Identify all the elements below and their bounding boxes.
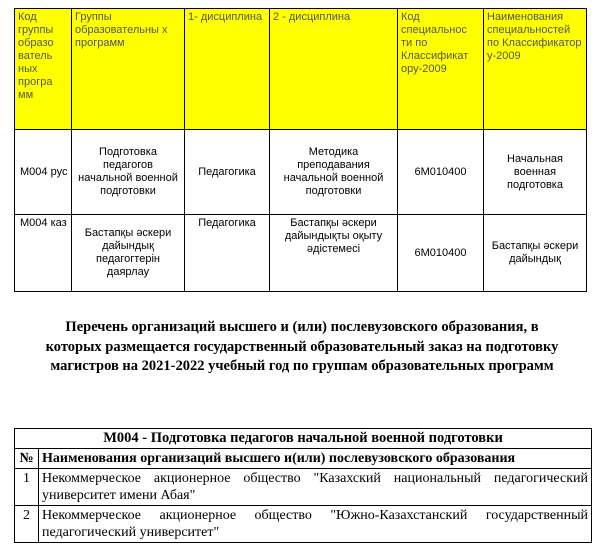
program-group-cell: Подготовка педагогов начальной военной подготовки [72, 130, 185, 215]
organizations-table-title: М004 - Подготовка педагогов начальной военной подготовки [15, 429, 592, 449]
group-code-cell: М004 рус [15, 130, 72, 215]
specialty-name-cell: Бастапқы әскери дайындық [484, 215, 587, 292]
header-specialty-names: Наименования специальностей по Классификатор у-2009 [484, 9, 587, 130]
group-code-cell: М004 каз [15, 215, 72, 292]
organization-name: Некоммерческое акционерное общество "Казахский национальный педагогический университет имени Абая" [39, 469, 592, 506]
header-organization-name: Наименования организаций высшего и(или) послевузовского образования [39, 449, 592, 469]
header-specialty-code: Код специальнос ти по Классификат ору-2009 [398, 9, 484, 130]
organizations-table [14, 428, 592, 543]
organizations-table-title-row [15, 429, 592, 449]
program-table-header-row [15, 9, 587, 130]
section-heading: Перечень организаций высшего и (или) послевузовского образования, в которых размещается государственный образовательный заказ на подготовку магистров на 2021-2022 учебный год по группам образовательных программ [45, 319, 559, 374]
specialty-code-cell: 6М010400 [398, 130, 484, 215]
table-row [15, 130, 587, 215]
specialty-name-cell: Начальная военная подготовка [484, 130, 587, 215]
discipline-1-cell: Педагогика [185, 215, 270, 292]
header-discipline-2: 2 - дисциплина [270, 9, 398, 130]
table-row [15, 469, 592, 506]
header-number: № [15, 449, 39, 469]
specialty-code-cell: 6М010400 [398, 215, 484, 292]
row-number: 2 [15, 506, 39, 543]
program-table [14, 8, 587, 292]
program-group-cell: Бастапқы әскери дайындық педагогтерін даярлау [72, 215, 185, 292]
organization-name: Некоммерческое акционерное общество "Южно-Казахстанский государственный педагогический университет" [39, 506, 592, 543]
table-row [15, 215, 587, 292]
table-row [15, 506, 592, 543]
organizations-table-header-row [15, 449, 592, 469]
header-discipline-1: 1- дисциплина [185, 9, 270, 130]
discipline-2-cell: Методика преподавания начальной военной подготовки [270, 130, 398, 215]
row-number: 1 [15, 469, 39, 506]
header-group-code: Код группы образо ватель ных програ мм [15, 9, 72, 130]
discipline-2-cell: Бастапқы әскери дайындықты оқыту әдістемесі [270, 215, 398, 292]
discipline-1-cell: Педагогика [185, 130, 270, 215]
header-program-groups: Группы образовательны х программ [72, 9, 185, 130]
